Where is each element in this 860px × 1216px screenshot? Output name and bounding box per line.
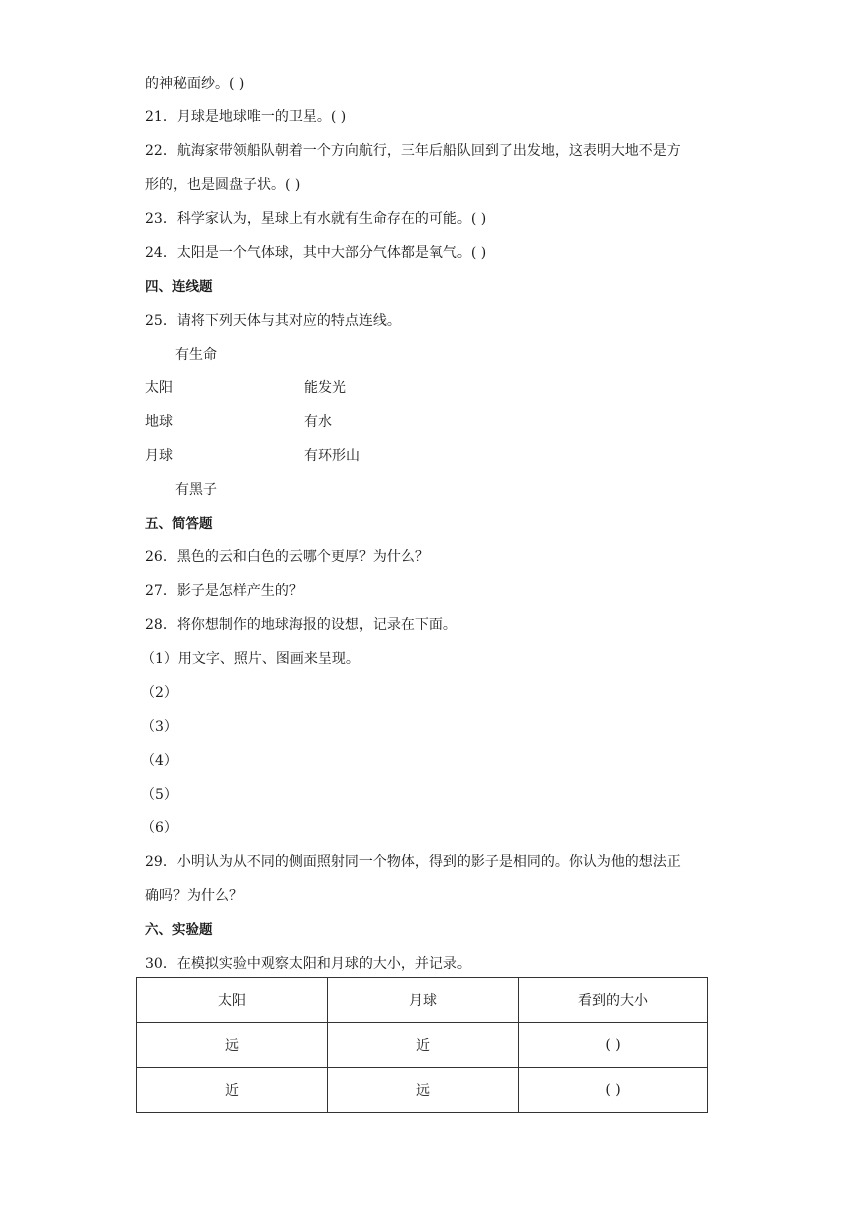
question-28-item-6: （6） (141, 820, 178, 836)
table-row (137, 1068, 708, 1113)
question-24: 24．太阳是一个气体球，其中大部分气体都是氧气。( ) (145, 245, 487, 261)
question-25: 25．请将下列天体与其对应的特点连线。 (145, 313, 401, 329)
match-left-1: 太阳 (145, 380, 173, 396)
section-heading-experiment: 六、实验题 (145, 922, 213, 938)
match-right-2: 有水 (304, 414, 332, 430)
question-22-line1: 22．航海家带领船队朝着一个方向航行，三年后船队回到了出发地，这表明大地不是方 (145, 143, 681, 159)
table-cell: 近 (328, 1023, 519, 1068)
question-29-line2: 确吗？为什么？ (145, 888, 243, 904)
match-item-top: 有生命 (175, 347, 217, 363)
table-cell: 远 (137, 1023, 328, 1068)
question-26: 26．黑色的云和白色的云哪个更厚？为什么？ (145, 549, 429, 565)
table-header-size: 看到的大小 (519, 978, 708, 1023)
question-20-tail: 的神秘面纱。( ) (145, 76, 245, 92)
section-heading-matching: 四、连线题 (145, 279, 213, 295)
answer-blank[interactable]: ( ) (519, 1023, 708, 1068)
table-header-row (137, 978, 708, 1023)
table-header-sun: 太阳 (137, 978, 328, 1023)
match-left-2: 地球 (145, 414, 173, 430)
question-21: 21．月球是地球唯一的卫星。( ) (145, 109, 347, 125)
table-cell: 远 (328, 1068, 519, 1113)
question-23: 23．科学家认为，星球上有水就有生命存在的可能。( ) (145, 211, 487, 227)
question-22-line2: 形的，也是圆盘子状。( ) (145, 177, 301, 193)
match-item-bottom: 有黑子 (175, 482, 217, 498)
match-right-3: 有环形山 (304, 448, 360, 464)
table-row (137, 1023, 708, 1068)
question-28-item-3: （3） (141, 719, 178, 735)
question-28-item-5: （5） (141, 787, 178, 803)
section-heading-short-answer: 五、简答题 (145, 516, 213, 532)
match-right-1: 能发光 (304, 380, 346, 396)
answer-blank[interactable]: ( ) (519, 1068, 708, 1113)
match-left-3: 月球 (145, 448, 173, 464)
question-29-line1: 29．小明认为从不同的侧面照射同一个物体，得到的影子是相同的。你认为他的想法正 (145, 854, 681, 870)
question-30: 30．在模拟实验中观察太阳和月球的大小，并记录。 (145, 956, 471, 972)
experiment-table (136, 977, 708, 1113)
question-27: 27．影子是怎样产生的？ (145, 583, 303, 599)
question-28-item-2: （2） (141, 685, 178, 701)
table-header-moon: 月球 (328, 978, 519, 1023)
question-28-item-1: （1）用文字、照片、图画来呈现。 (141, 651, 360, 667)
question-28: 28．将你想制作的地球海报的设想，记录在下面。 (145, 617, 457, 633)
question-28-item-4: （4） (141, 753, 178, 769)
table-cell: 近 (137, 1068, 328, 1113)
